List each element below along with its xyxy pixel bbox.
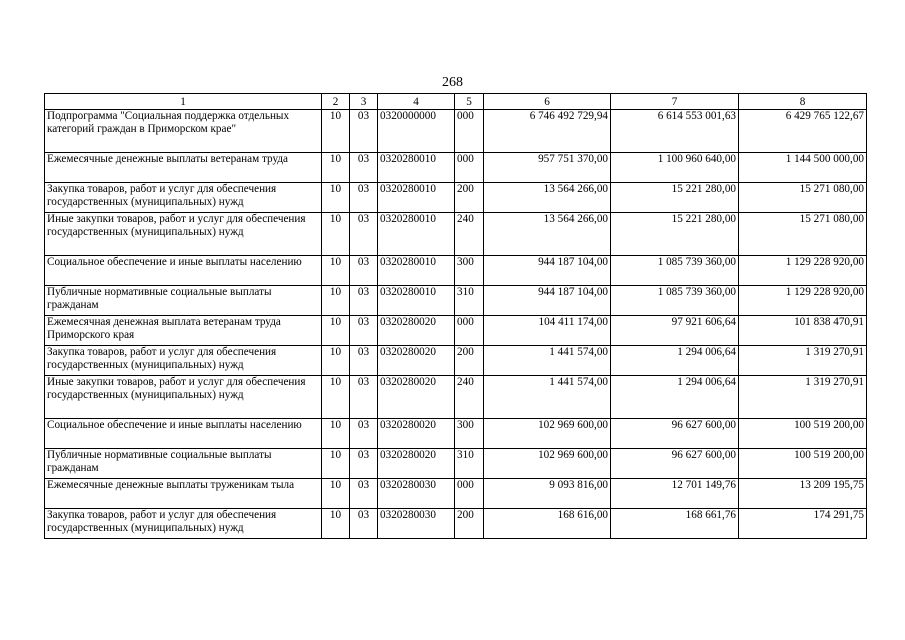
amount-year2-cell: 168 661,76 bbox=[611, 509, 739, 539]
subsection-code-cell: 03 bbox=[350, 346, 378, 376]
section-code-cell: 10 bbox=[322, 449, 350, 479]
subsection-code-cell: 03 bbox=[350, 449, 378, 479]
row-name-cell: Социальное обеспечение и иные выплаты населению bbox=[45, 256, 322, 286]
column-header: 8 bbox=[739, 94, 867, 110]
expense-type-cell: 300 bbox=[455, 256, 484, 286]
column-header: 4 bbox=[378, 94, 455, 110]
expense-type-cell: 310 bbox=[455, 449, 484, 479]
amount-year1-cell: 1 441 574,00 bbox=[484, 346, 611, 376]
subsection-code-cell: 03 bbox=[350, 213, 378, 256]
amount-year3-cell: 13 209 195,75 bbox=[739, 479, 867, 509]
target-article-cell: 0320280030 bbox=[378, 509, 455, 539]
table-row bbox=[45, 419, 867, 449]
table-row bbox=[45, 316, 867, 346]
amount-year1-cell: 102 969 600,00 bbox=[484, 419, 611, 449]
subsection-code-cell: 03 bbox=[350, 316, 378, 346]
table-row bbox=[45, 213, 867, 256]
column-header: 7 bbox=[611, 94, 739, 110]
row-name-cell: Закупка товаров, работ и услуг для обеспечения государственных (муниципальных) нужд bbox=[45, 509, 322, 539]
column-header: 6 bbox=[484, 94, 611, 110]
amount-year2-cell: 1 085 739 360,00 bbox=[611, 286, 739, 316]
target-article-cell: 0320280010 bbox=[378, 213, 455, 256]
column-header: 5 bbox=[455, 94, 484, 110]
row-name-cell: Социальное обеспечение и иные выплаты населению bbox=[45, 419, 322, 449]
amount-year1-cell: 168 616,00 bbox=[484, 509, 611, 539]
section-code-cell: 10 bbox=[322, 256, 350, 286]
row-name-cell: Публичные нормативные социальные выплаты гражданам bbox=[45, 286, 322, 316]
expense-type-cell: 300 bbox=[455, 419, 484, 449]
expense-type-cell: 200 bbox=[455, 183, 484, 213]
amount-year2-cell: 15 221 280,00 bbox=[611, 183, 739, 213]
amount-year3-cell: 1 319 270,91 bbox=[739, 376, 867, 419]
amount-year1-cell: 13 564 266,00 bbox=[484, 213, 611, 256]
amount-year3-cell: 1 129 228 920,00 bbox=[739, 286, 867, 316]
target-article-cell: 0320280010 bbox=[378, 286, 455, 316]
subsection-code-cell: 03 bbox=[350, 256, 378, 286]
section-code-cell: 10 bbox=[322, 346, 350, 376]
section-code-cell: 10 bbox=[322, 316, 350, 346]
target-article-cell: 0320280010 bbox=[378, 183, 455, 213]
subsection-code-cell: 03 bbox=[350, 153, 378, 183]
amount-year3-cell: 100 519 200,00 bbox=[739, 449, 867, 479]
subsection-code-cell: 03 bbox=[350, 419, 378, 449]
subsection-code-cell: 03 bbox=[350, 479, 378, 509]
amount-year1-cell: 13 564 266,00 bbox=[484, 183, 611, 213]
target-article-cell: 0320280020 bbox=[378, 449, 455, 479]
target-article-cell: 0320280010 bbox=[378, 153, 455, 183]
column-header: 1 bbox=[45, 94, 322, 110]
row-name-cell: Иные закупки товаров, работ и услуг для обеспечения государственных (муниципальных) нужд bbox=[45, 213, 322, 256]
subsection-code-cell: 03 bbox=[350, 286, 378, 316]
expense-type-cell: 310 bbox=[455, 286, 484, 316]
section-code-cell: 10 bbox=[322, 153, 350, 183]
amount-year1-cell: 1 441 574,00 bbox=[484, 376, 611, 419]
subsection-code-cell: 03 bbox=[350, 183, 378, 213]
amount-year3-cell: 174 291,75 bbox=[739, 509, 867, 539]
target-article-cell: 0320280020 bbox=[378, 346, 455, 376]
column-header: 3 bbox=[350, 94, 378, 110]
amount-year3-cell: 1 129 228 920,00 bbox=[739, 256, 867, 286]
table-header-row bbox=[45, 94, 867, 110]
amount-year2-cell: 96 627 600,00 bbox=[611, 449, 739, 479]
expense-type-cell: 200 bbox=[455, 509, 484, 539]
amount-year2-cell: 15 221 280,00 bbox=[611, 213, 739, 256]
table-row bbox=[45, 256, 867, 286]
row-name-cell: Иные закупки товаров, работ и услуг для обеспечения государственных (муниципальных) нужд bbox=[45, 376, 322, 419]
amount-year2-cell: 1 085 739 360,00 bbox=[611, 256, 739, 286]
target-article-cell: 0320280020 bbox=[378, 419, 455, 449]
amount-year1-cell: 102 969 600,00 bbox=[484, 449, 611, 479]
target-article-cell: 0320000000 bbox=[378, 110, 455, 153]
amount-year3-cell: 1 144 500 000,00 bbox=[739, 153, 867, 183]
page-number: 268 bbox=[442, 75, 463, 90]
row-name-cell: Ежемесячная денежная выплата ветеранам труда Приморского края bbox=[45, 316, 322, 346]
amount-year1-cell: 944 187 104,00 bbox=[484, 286, 611, 316]
amount-year2-cell: 97 921 606,64 bbox=[611, 316, 739, 346]
amount-year3-cell: 15 271 080,00 bbox=[739, 183, 867, 213]
section-code-cell: 10 bbox=[322, 213, 350, 256]
section-code-cell: 10 bbox=[322, 479, 350, 509]
subsection-code-cell: 03 bbox=[350, 509, 378, 539]
target-article-cell: 0320280010 bbox=[378, 256, 455, 286]
amount-year2-cell: 12 701 149,76 bbox=[611, 479, 739, 509]
section-code-cell: 10 bbox=[322, 376, 350, 419]
amount-year3-cell: 6 429 765 122,67 bbox=[739, 110, 867, 153]
table-row bbox=[45, 183, 867, 213]
expense-type-cell: 240 bbox=[455, 376, 484, 419]
row-name-cell: Закупка товаров, работ и услуг для обеспечения государственных (муниципальных) нужд bbox=[45, 346, 322, 376]
expense-type-cell: 000 bbox=[455, 110, 484, 153]
amount-year1-cell: 944 187 104,00 bbox=[484, 256, 611, 286]
expense-type-cell: 240 bbox=[455, 213, 484, 256]
table-row bbox=[45, 153, 867, 183]
amount-year1-cell: 957 751 370,00 bbox=[484, 153, 611, 183]
budget-table bbox=[44, 93, 867, 539]
amount-year2-cell: 1 100 960 640,00 bbox=[611, 153, 739, 183]
amount-year1-cell: 9 093 816,00 bbox=[484, 479, 611, 509]
row-name-cell: Ежемесячные денежные выплаты труженикам тыла bbox=[45, 479, 322, 509]
subsection-code-cell: 03 bbox=[350, 376, 378, 419]
section-code-cell: 10 bbox=[322, 286, 350, 316]
row-name-cell: Подпрограмма "Социальная поддержка отдельных категорий граждан в Приморском крае" bbox=[45, 110, 322, 153]
expense-type-cell: 000 bbox=[455, 316, 484, 346]
row-name-cell: Публичные нормативные социальные выплаты гражданам bbox=[45, 449, 322, 479]
amount-year2-cell: 1 294 006,64 bbox=[611, 346, 739, 376]
row-name-cell: Ежемесячные денежные выплаты ветеранам труда bbox=[45, 153, 322, 183]
amount-year1-cell: 6 746 492 729,94 bbox=[484, 110, 611, 153]
target-article-cell: 0320280030 bbox=[378, 479, 455, 509]
subsection-code-cell: 03 bbox=[350, 110, 378, 153]
target-article-cell: 0320280020 bbox=[378, 376, 455, 419]
amount-year2-cell: 96 627 600,00 bbox=[611, 419, 739, 449]
section-code-cell: 10 bbox=[322, 419, 350, 449]
column-header: 2 bbox=[322, 94, 350, 110]
section-code-cell: 10 bbox=[322, 509, 350, 539]
table-row bbox=[45, 346, 867, 376]
table-row bbox=[45, 509, 867, 539]
amount-year1-cell: 104 411 174,00 bbox=[484, 316, 611, 346]
amount-year3-cell: 15 271 080,00 bbox=[739, 213, 867, 256]
table-row bbox=[45, 110, 867, 153]
section-code-cell: 10 bbox=[322, 183, 350, 213]
amount-year3-cell: 100 519 200,00 bbox=[739, 419, 867, 449]
table-row bbox=[45, 376, 867, 419]
amount-year2-cell: 1 294 006,64 bbox=[611, 376, 739, 419]
amount-year2-cell: 6 614 553 001,63 bbox=[611, 110, 739, 153]
table-row bbox=[45, 286, 867, 316]
table-row bbox=[45, 479, 867, 509]
expense-type-cell: 000 bbox=[455, 479, 484, 509]
row-name-cell: Закупка товаров, работ и услуг для обеспечения государственных (муниципальных) нужд bbox=[45, 183, 322, 213]
amount-year3-cell: 101 838 470,91 bbox=[739, 316, 867, 346]
amount-year3-cell: 1 319 270,91 bbox=[739, 346, 867, 376]
table-body bbox=[45, 110, 867, 539]
expense-type-cell: 200 bbox=[455, 346, 484, 376]
table-row bbox=[45, 449, 867, 479]
target-article-cell: 0320280020 bbox=[378, 316, 455, 346]
expense-type-cell: 000 bbox=[455, 153, 484, 183]
section-code-cell: 10 bbox=[322, 110, 350, 153]
